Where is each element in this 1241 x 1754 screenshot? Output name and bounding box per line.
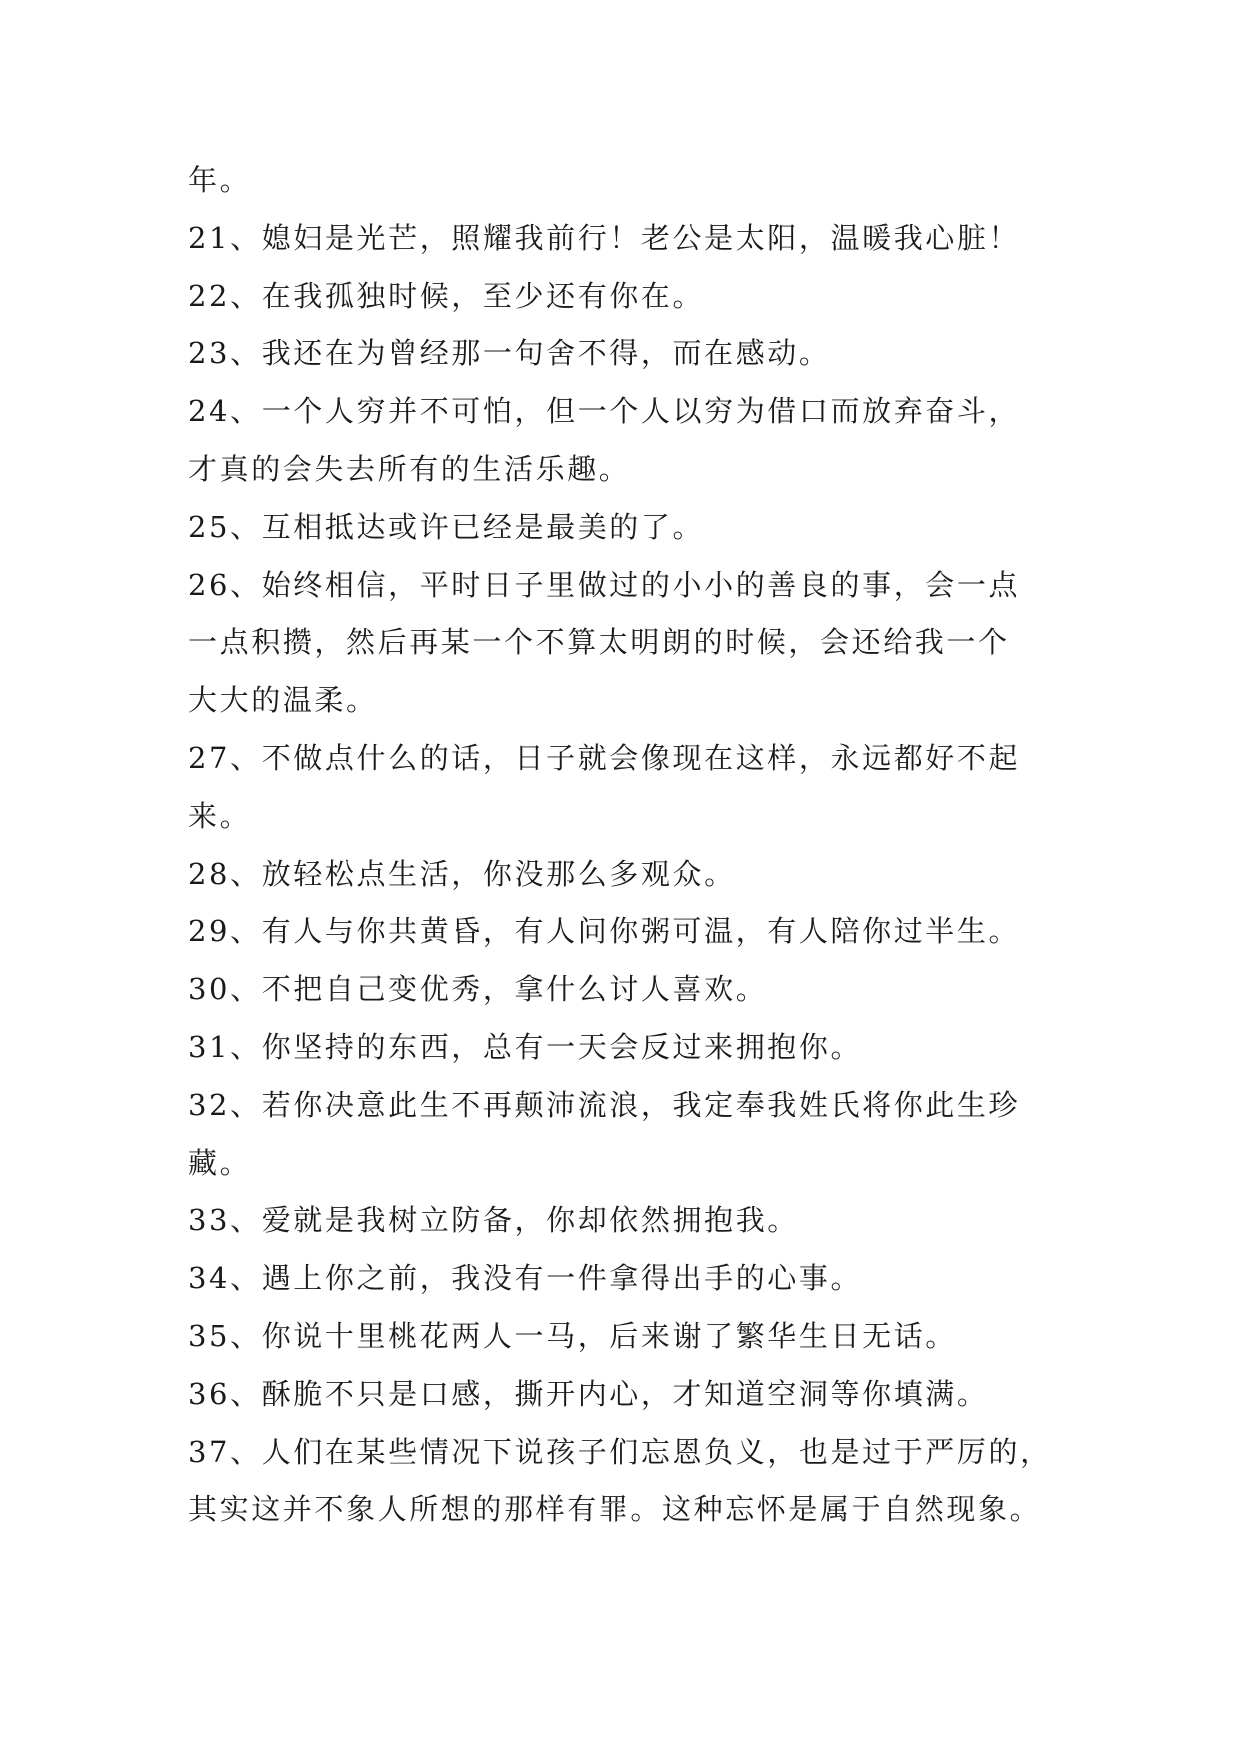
text-line: 年。 bbox=[188, 163, 252, 197]
text-line: 23、我还在为曾经那一句舍不得，而在感动。 bbox=[188, 336, 831, 371]
text-line: 才真的会失去所有的生活乐趣。 bbox=[188, 451, 631, 486]
text-line: 22、在我孤独时候，至少还有你在。 bbox=[188, 278, 705, 313]
document-body bbox=[188, 152, 1078, 1539]
text-line: 大大的温柔。 bbox=[188, 683, 378, 718]
text-line: 30、不把自己变优秀，拿什么讨人喜欢。 bbox=[188, 972, 768, 1007]
text-line: 21、媳妇是光芒，照耀我前行！老公是太阳，温暖我心脏！ bbox=[188, 220, 1021, 255]
text-line: 32、若你决意此生不再颠沛流浪，我定奉我姓氏将你此生珍 bbox=[188, 1087, 1021, 1122]
text-line: 37、人们在某些情况下说孩子们忘恩负义，也是过于严厉的， bbox=[188, 1434, 1052, 1469]
text-line: 藏。 bbox=[188, 1145, 252, 1180]
text-line: 一点积攒，然后再某一个不算太明朗的时候，会还给我一个 bbox=[188, 625, 1010, 660]
text-line: 34、遇上你之前，我没有一件拿得出手的心事。 bbox=[188, 1261, 863, 1296]
text-line: 35、你说十里桃花两人一马，后来谢了繁华生日无话。 bbox=[188, 1318, 957, 1353]
text-line: 其实这并不象人所想的那样有罪。这种忘怀是属于自然现象。 bbox=[188, 1492, 1042, 1527]
text-line: 27、不做点什么的话，日子就会像现在这样，永远都好不起 bbox=[188, 740, 1021, 775]
text-line: 24、一个人穷并不可怕，但一个人以穷为借口而放弃奋斗， bbox=[188, 394, 1021, 429]
text-line: 31、你坚持的东西，总有一天会反过来拥抱你。 bbox=[188, 1029, 863, 1064]
text-line: 25、互相抵达或许已经是最美的了。 bbox=[188, 509, 705, 544]
text-line: 28、放轻松点生活，你没那么多观众。 bbox=[188, 856, 736, 891]
text-line: 33、爱就是我树立防备，你却依然拥抱我。 bbox=[188, 1203, 799, 1238]
text-line: 来。 bbox=[188, 798, 252, 833]
text-line: 36、酥脆不只是口感，撕开内心，才知道空洞等你填满。 bbox=[188, 1376, 989, 1411]
text-line: 26、始终相信，平时日子里做过的小小的善良的事，会一点 bbox=[188, 567, 1021, 602]
text-line: 29、有人与你共黄昏，有人问你粥可温，有人陪你过半生。 bbox=[188, 914, 1021, 949]
